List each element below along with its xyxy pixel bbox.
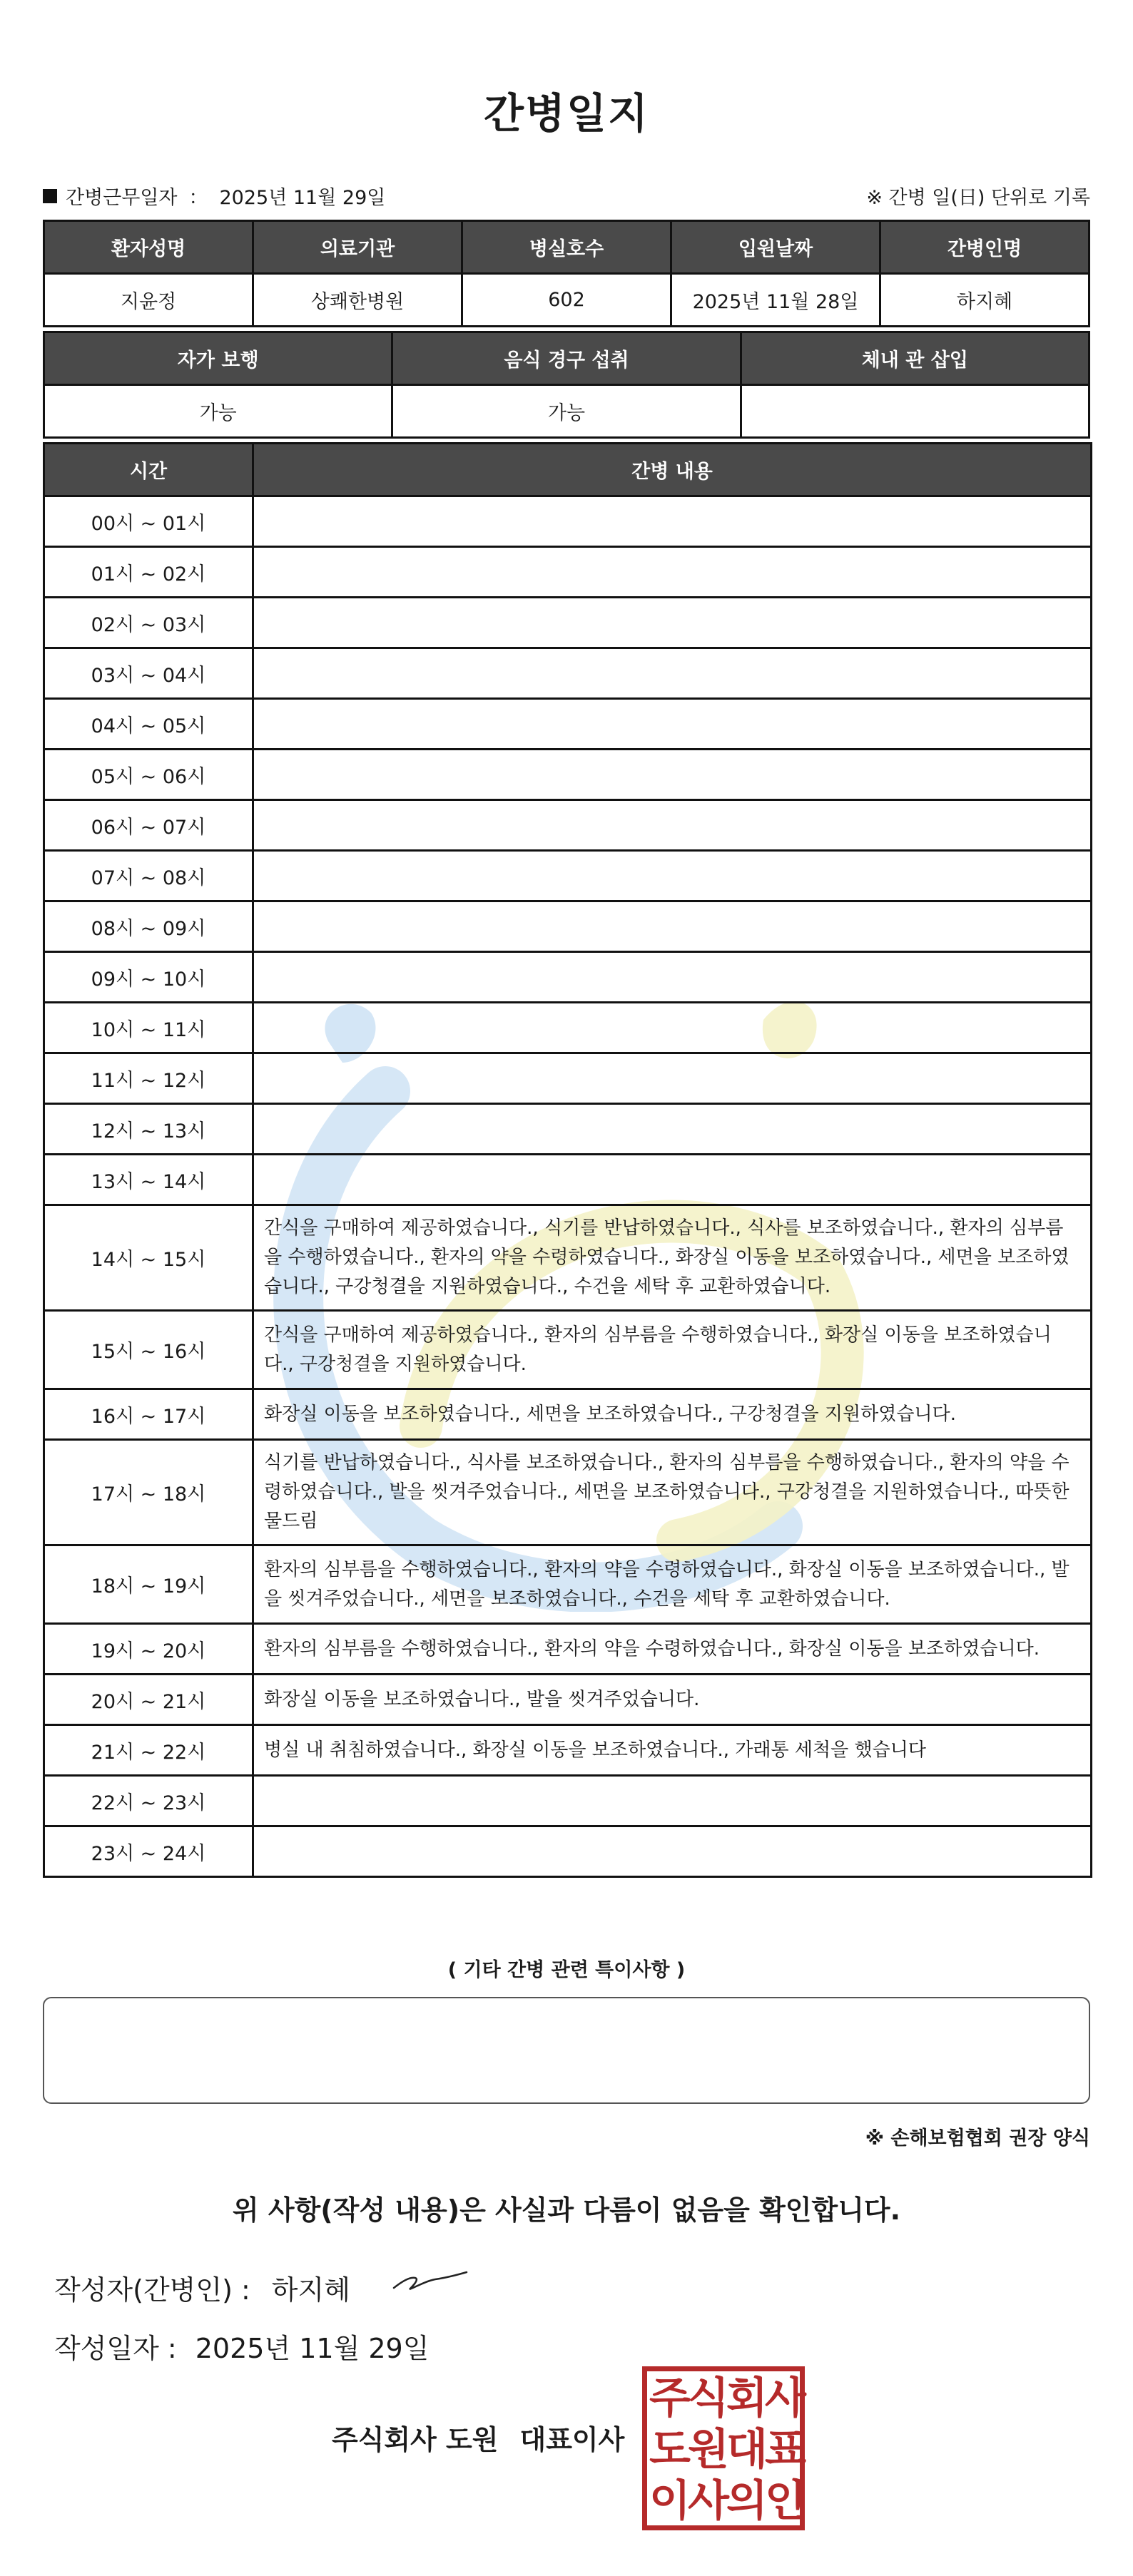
patient-info-value-row bbox=[44, 274, 1089, 327]
seal-glyph: 주 bbox=[649, 2373, 691, 2423]
log-note: 화장실 이동을 보조하였습니다., 세면을 보조하였습니다., 구강청결을 지원하였습니다. bbox=[253, 1389, 1092, 1440]
seal-glyph: 인 bbox=[765, 2476, 806, 2526]
log-note bbox=[253, 547, 1092, 598]
log-row bbox=[44, 952, 1092, 1003]
work-date-value: 2025년 11월 29일 bbox=[219, 187, 386, 209]
log-row bbox=[44, 1725, 1092, 1776]
page-title: 간병일지 bbox=[483, 89, 650, 138]
log-row bbox=[44, 1440, 1092, 1545]
seal-glyph: 표 bbox=[765, 2425, 806, 2475]
header-admission-date: 입원날짜 bbox=[671, 221, 880, 274]
log-time: 14시 ~ 15시 bbox=[44, 1205, 253, 1311]
log-row bbox=[44, 699, 1092, 750]
company-name: 주식회사 도원 bbox=[332, 2424, 499, 2455]
unit-note: ※ 간병 일(日) 단위로 기록 bbox=[866, 187, 1090, 209]
header-oral-intake: 음식 경구 섭취 bbox=[392, 332, 741, 385]
log-row bbox=[44, 1053, 1092, 1104]
log-note: 병실 내 취침하였습니다., 화장실 이동을 보조하였습니다., 가래통 세척을 했습니다 bbox=[253, 1725, 1092, 1776]
log-row bbox=[44, 598, 1092, 648]
signature-icon bbox=[391, 2261, 469, 2296]
log-note bbox=[253, 1104, 1092, 1155]
log-note bbox=[253, 1155, 1092, 1205]
log-time: 12시 ~ 13시 bbox=[44, 1104, 253, 1155]
log-note bbox=[253, 750, 1092, 800]
company-seal-stamp-icon bbox=[642, 2366, 805, 2530]
log-time: 19시 ~ 20시 bbox=[44, 1624, 253, 1675]
header-time: 시간 bbox=[44, 444, 253, 496]
tube-insertion-value bbox=[741, 385, 1089, 438]
seal-glyph: 사 bbox=[765, 2373, 806, 2423]
log-time: 22시 ~ 23시 bbox=[44, 1776, 253, 1826]
seal-glyph: 대 bbox=[726, 2425, 768, 2475]
log-time: 07시 ~ 08시 bbox=[44, 851, 253, 901]
log-note bbox=[253, 598, 1092, 648]
oral-intake-value: 가능 bbox=[392, 385, 741, 438]
log-note bbox=[253, 648, 1092, 699]
confirmation-statement: 위 사항(작성 내용)은 사실과 다름이 없음을 확인합니다. bbox=[232, 2194, 901, 2226]
log-row bbox=[44, 496, 1092, 547]
log-time: 06시 ~ 07시 bbox=[44, 800, 253, 851]
log-note: 환자의 심부름을 수행하였습니다., 환자의 약을 수령하였습니다., 화장실 이동을 보조하였습니다., 발을 씻겨주었습니다., 세면을 보조하였습니다., 수건을 세탁 후 교환하였습니다. bbox=[253, 1545, 1092, 1624]
seal-glyph: 식 bbox=[688, 2373, 729, 2423]
header-care-content: 간병 내용 bbox=[253, 444, 1092, 496]
work-date bbox=[43, 182, 385, 210]
writer-label: 작성자(간병인) : bbox=[54, 2274, 250, 2306]
hourly-log-body bbox=[44, 496, 1092, 1877]
written-date-line bbox=[54, 2326, 429, 2366]
log-time: 05시 ~ 06시 bbox=[44, 750, 253, 800]
format-note: ※ 손해보험협회 권장 양식 bbox=[865, 2127, 1090, 2150]
log-note: 간식을 구매하여 제공하였습니다., 환자의 심부름을 수행하였습니다., 화장실 이동을 보조하였습니다., 구강청결을 지원하였습니다. bbox=[253, 1311, 1092, 1389]
writer-line bbox=[54, 2268, 350, 2307]
company-line bbox=[332, 2418, 624, 2457]
work-date-colon: ： bbox=[188, 187, 208, 209]
log-time: 09시 ~ 10시 bbox=[44, 952, 253, 1003]
header-patient-name: 환자성명 bbox=[44, 221, 253, 274]
log-time: 13시 ~ 14시 bbox=[44, 1155, 253, 1205]
patient-info-table bbox=[43, 220, 1090, 327]
log-time: 21시 ~ 22시 bbox=[44, 1725, 253, 1776]
log-note: 환자의 심부름을 수행하였습니다., 환자의 약을 수령하였습니다., 화장실 이동을 보조하였습니다. bbox=[253, 1624, 1092, 1675]
log-row bbox=[44, 648, 1092, 699]
log-row bbox=[44, 851, 1092, 901]
seal-glyph: 사 bbox=[688, 2476, 729, 2526]
patient-status-value-row bbox=[44, 385, 1089, 438]
hourly-log-table bbox=[43, 442, 1092, 1878]
special-notes-title: ( 기타 간병 관련 특이사항 ) bbox=[447, 1959, 686, 1981]
seal-glyph: 회 bbox=[726, 2373, 768, 2423]
log-time: 08시 ~ 09시 bbox=[44, 901, 253, 952]
log-row bbox=[44, 1624, 1092, 1675]
square-bullet-icon bbox=[43, 189, 57, 203]
log-time: 11시 ~ 12시 bbox=[44, 1053, 253, 1104]
log-row bbox=[44, 1675, 1092, 1725]
header-room-number: 병실호수 bbox=[462, 221, 671, 274]
log-time: 03시 ~ 04시 bbox=[44, 648, 253, 699]
patient-status-table bbox=[43, 331, 1090, 439]
log-row bbox=[44, 800, 1092, 851]
log-row bbox=[44, 901, 1092, 952]
hospital-name: 상쾌한병원 bbox=[253, 274, 462, 327]
log-time: 18시 ~ 19시 bbox=[44, 1545, 253, 1624]
header-tube-insertion: 체내 관 삽입 bbox=[741, 332, 1089, 385]
log-note bbox=[253, 1053, 1092, 1104]
log-row bbox=[44, 547, 1092, 598]
log-note bbox=[253, 1826, 1092, 1877]
log-row bbox=[44, 1003, 1092, 1053]
company-representative: 대표이사 bbox=[519, 2424, 625, 2455]
log-row bbox=[44, 1545, 1092, 1624]
patient-status-header-row bbox=[44, 332, 1089, 385]
log-note bbox=[253, 699, 1092, 750]
log-note bbox=[253, 1003, 1092, 1053]
header-self-walking: 자가 보행 bbox=[44, 332, 392, 385]
patient-info-header-row bbox=[44, 221, 1089, 274]
log-time: 23시 ~ 24시 bbox=[44, 1826, 253, 1877]
log-row bbox=[44, 1311, 1092, 1389]
log-note bbox=[253, 952, 1092, 1003]
log-row bbox=[44, 1826, 1092, 1877]
log-time: 20시 ~ 21시 bbox=[44, 1675, 253, 1725]
log-note bbox=[253, 851, 1092, 901]
seal-glyph: 의 bbox=[726, 2476, 768, 2526]
log-time: 01시 ~ 02시 bbox=[44, 547, 253, 598]
log-row bbox=[44, 750, 1092, 800]
log-note: 간식을 구매하여 제공하였습니다., 식기를 반납하였습니다., 식사를 보조하였습니다., 환자의 심부름을 수행하였습니다., 환자의 약을 수령하였습니다., 화장실 이동을 보조하였습니다., 세면을 보조하였습니다., 구강청결을 지원하였습니다., 수건을 세탁 후 교환하였습니다. bbox=[253, 1205, 1092, 1311]
log-row bbox=[44, 1205, 1092, 1311]
log-time: 02시 ~ 03시 bbox=[44, 598, 253, 648]
log-note bbox=[253, 901, 1092, 952]
log-time: 16시 ~ 17시 bbox=[44, 1389, 253, 1440]
log-row bbox=[44, 1389, 1092, 1440]
log-note: 화장실 이동을 보조하였습니다., 발을 씻겨주었습니다. bbox=[253, 1675, 1092, 1725]
seal-glyph: 이 bbox=[649, 2476, 691, 2526]
written-date-label: 작성일자 : bbox=[54, 2333, 177, 2364]
log-note: 식기를 반납하였습니다., 식사를 보조하였습니다., 환자의 심부름을 수행하였습니다., 환자의 약을 수령하였습니다., 발을 씻겨주었습니다., 세면을 보조하였습니다., 구강청결을 지원하였습니다., 따뜻한 물드림 bbox=[253, 1440, 1092, 1545]
seal-glyph: 원 bbox=[688, 2425, 729, 2475]
log-time: 00시 ~ 01시 bbox=[44, 496, 253, 547]
special-notes-box bbox=[43, 1997, 1090, 2104]
written-date-value: 2025년 11월 29일 bbox=[195, 2333, 430, 2364]
header-hospital: 의료기관 bbox=[253, 221, 462, 274]
log-time: 17시 ~ 18시 bbox=[44, 1440, 253, 1545]
seal-glyph: 도 bbox=[649, 2425, 691, 2475]
log-time: 10시 ~ 11시 bbox=[44, 1003, 253, 1053]
log-note bbox=[253, 496, 1092, 547]
writer-name: 하지혜 bbox=[271, 2274, 350, 2306]
log-time: 04시 ~ 05시 bbox=[44, 699, 253, 750]
log-note bbox=[253, 800, 1092, 851]
patient-name: 지윤정 bbox=[44, 274, 253, 327]
header-caregiver-name: 간병인명 bbox=[880, 221, 1089, 274]
log-row bbox=[44, 1104, 1092, 1155]
self-walking-value: 가능 bbox=[44, 385, 392, 438]
hourly-log-header-row bbox=[44, 444, 1092, 496]
log-row bbox=[44, 1155, 1092, 1205]
log-row bbox=[44, 1776, 1092, 1826]
log-note bbox=[253, 1776, 1092, 1826]
admission-date: 2025년 11월 28일 bbox=[671, 274, 880, 327]
log-time: 15시 ~ 16시 bbox=[44, 1311, 253, 1389]
caregiver-name: 하지혜 bbox=[880, 274, 1089, 327]
room-number: 602 bbox=[462, 274, 671, 327]
work-date-label: 간병근무일자 bbox=[66, 187, 178, 209]
